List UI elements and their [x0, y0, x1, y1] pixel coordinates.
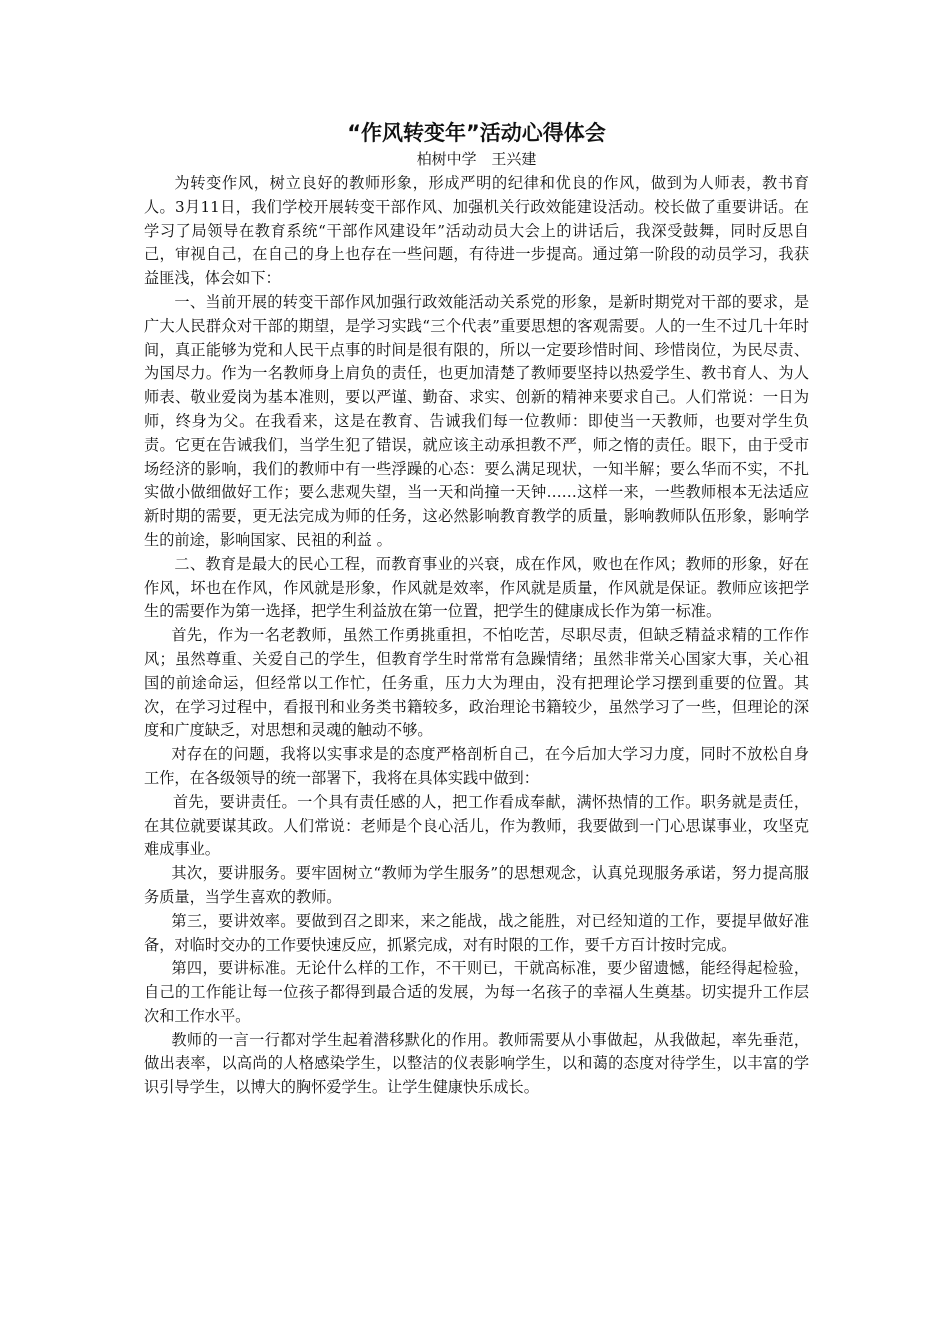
- document-byline: 柏树中学 王兴建: [416, 150, 537, 168]
- paragraph-commitment: 对存在的问题，我将以实事求是的态度严格剖析自己，在今后加大学习力度，同时不放松自身工作，在各级领导的统一部署下，我将在具体实践中做到：: [144, 745, 809, 787]
- paragraph-responsibility: 首先，要讲责任。一个具有责任感的人，把工作看成奉献，满怀热情的工作。职务就是责任，在其位就要谋其政。人们常说：老师是个良心活儿，作为教师，我要做到一门心思谋事业，攻坚克难成事业。: [144, 792, 809, 859]
- paragraph-section-two: 二、教育是最大的民心工程，而教育事业的兴衰，成在作风，败也在作风；教师的形象，好在作风，坏也在作风，作风就是形象，作风就是效率，作风就是质量，作风就是保证。教师应该把学生的需要作为第一选择，把学生利益放在第一位置，把学生的健康成长作为第一标准。: [144, 554, 809, 621]
- paragraph-intro: 为转变作风，树立良好的教师形象，形成严明的纪律和优良的作风，做到为人师表，教书育人。3月11日，我们学校开展转变干部作风、加强机关行政效能建设活动。校长做了重要讲话。在学习了局领导在教育系统“干部作风建设年”活动动员大会上的讲话后，我深受鼓舞，同时反思自己，审视自己，在自己的身上也存在一些问题，有待进一步提高。通过第一阶段的动员学习，我获益匪浅，体会如下：: [144, 174, 809, 288]
- document-page: [144, 118, 809, 1100]
- document-title: “作风转变年”活动心得体会: [347, 121, 606, 145]
- paragraph-standards: 第四，要讲标准。无论什么样的工作，不干则已，干就高标准，要少留遗憾，能经得起检验，自己的工作能让每一位孩子都得到最合适的发展，为每一名孩子的幸福人生奠基。切实提升工作层次和工作水平。: [144, 959, 809, 1025]
- paragraph-service: 其次，要讲服务。要牢固树立“教师为学生服务”的思想观念，认真兑现服务承诺，努力提高服务质量，当学生喜欢的教师。: [144, 864, 809, 906]
- paragraph-conclusion: 教师的一言一行都对学生起着潜移默化的作用。教师需要从小事做起，从我做起，率先垂范，做出表率，以高尚的人格感染学生，以整洁的仪表影响学生，以和蔼的态度对待学生，以丰富的学识引导学生，以博大的胸怀爱学生。让学生健康快乐成长。: [144, 1030, 809, 1097]
- paragraph-shortcomings: 首先，作为一名老教师，虽然工作勇挑重担，不怕吃苦，尽职尽责，但缺乏精益求精的工作作风；虽然尊重、关爱自己的学生，但教育学生时常常有急躁情绪；虽然非常关心国家大事，关心祖国的前途命运，但经常以工作忙，任务重，压力大为理由，没有把理论学习摆到重要的位置。其次，在学习过程中，看报刊和业务类书籍较多，政治理论书籍较少，虽然学习了一些，但理论的深度和广度缺乏，对思想和灵魂的触动不够。: [144, 626, 809, 740]
- paragraph-efficiency: 第三，要讲效率。要做到召之即来，来之能战，战之能胜，对已经知道的工作，要提早做好准备，对临时交办的工作要快速反应，抓紧完成，对有时限的工作，要千方百计按时完成。: [144, 911, 809, 954]
- paragraph-section-one: 一、当前开展的转变干部作风加强行政效能活动关系党的形象，是新时期党对干部的要求，是广大人民群众对干部的期望，是学习实践“三个代表”重要思想的客观需要。人的一生不过几十年时间，真正能够为党和人民干点事的时间是很有限的，所以一定要珍惜时间、珍惜岗位，为民尽责、为国尽力。作为一名教师身上肩负的责任，也更加清楚了教师要坚持以热爱学生、教书育人、为人师表、敬业爱岗为基本准则，要以严谨、勤奋、求实、创新的精神来要求自己。人们常说：一日为师，终身为父。在我看来，这是在教育、告诫我们每一位教师：即使当一天教师，也要对学生负责。它更在告诫我们，当学生犯了错误，就应该主动承担教不严，师之惰的责任。眼下，由于受市场经济的影响，我们的教师中有一些浮躁的心态：要么满足现状，一知半解；要么华而不实，不扎实做小做细做好工作；要么悲观失望，当一天和尚撞一天钟……这样一来，一些教师根本无法适应新时期的需要，更无法完成为师的任务，这必然影响教育教学的质量，影响教师队伍形象，影响学生的前途，影响国家、民祖的利益 。: [144, 292, 809, 549]
